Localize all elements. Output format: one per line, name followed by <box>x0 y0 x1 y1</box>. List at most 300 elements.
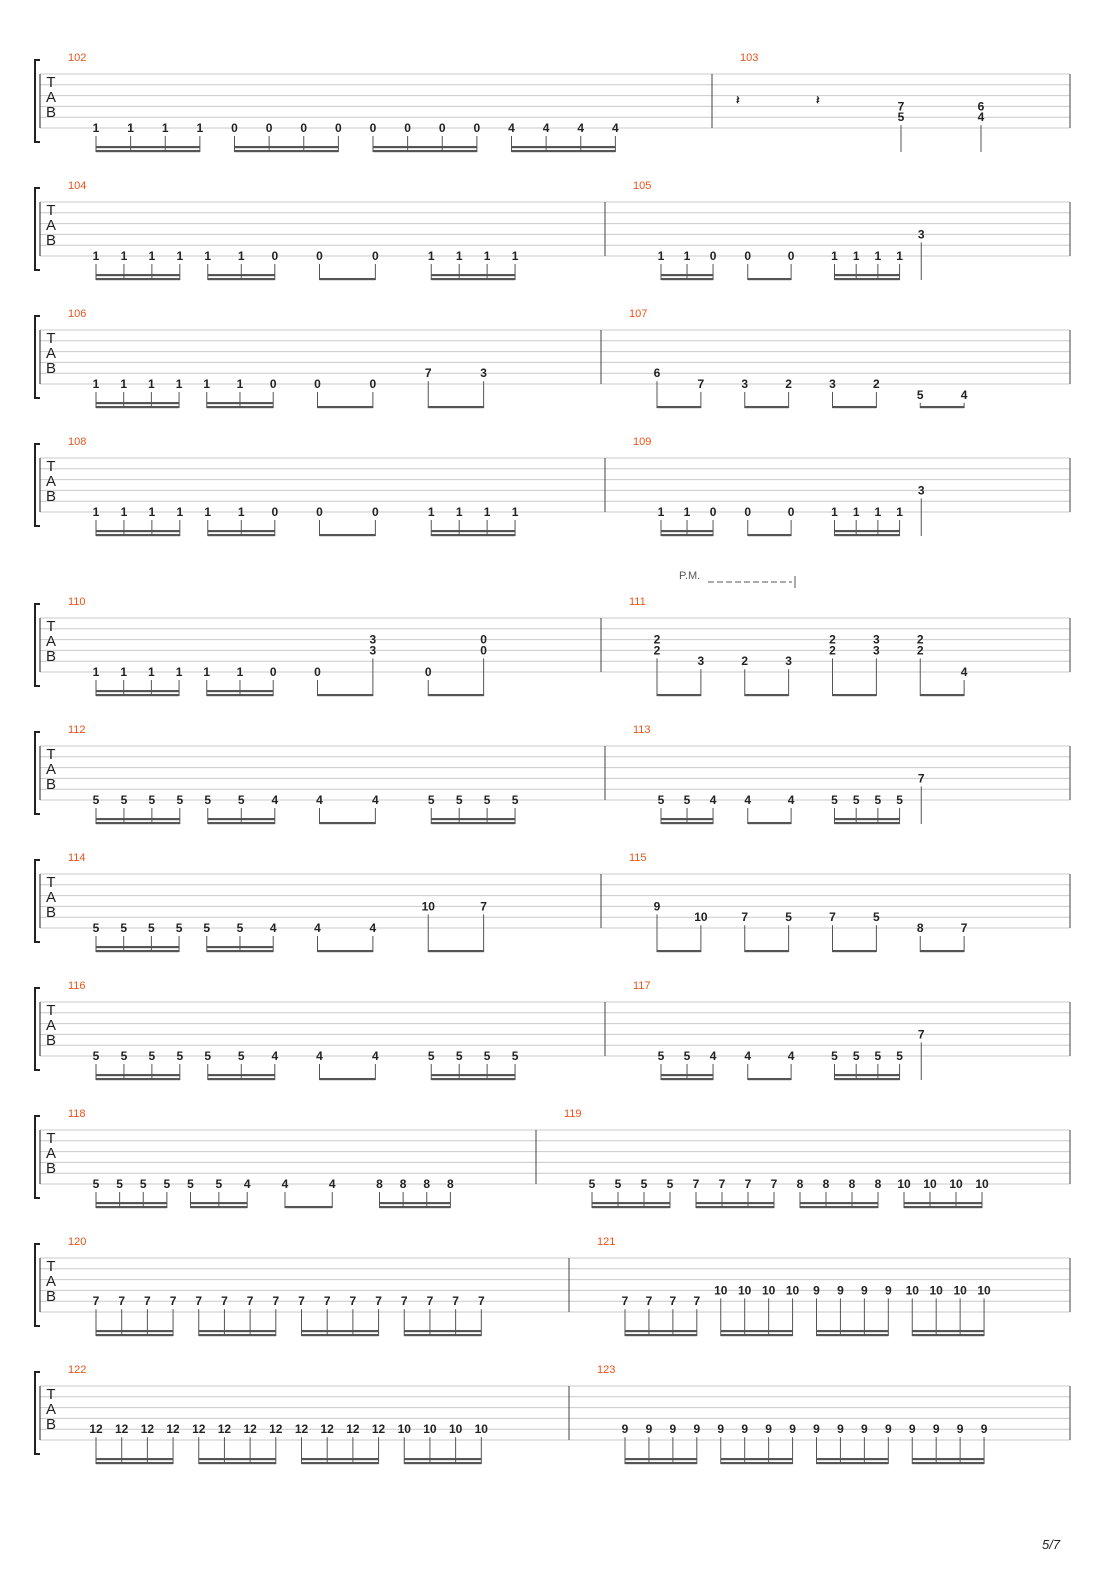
fret-number: 5 <box>92 1049 100 1063</box>
beam <box>207 946 273 948</box>
fret-number: 7 <box>246 1294 254 1309</box>
beam <box>380 1202 451 1204</box>
beam <box>373 150 477 152</box>
beam <box>208 530 275 532</box>
tab-system <box>35 724 1070 824</box>
beam <box>96 822 180 824</box>
fret-number: 7 <box>169 1294 177 1309</box>
fret-number: 10 <box>953 1283 967 1298</box>
fret-number: 9 <box>980 1422 988 1437</box>
fret-number: 0 <box>372 249 379 263</box>
fret-number: 10 <box>421 899 435 914</box>
tab-clef-letter: T <box>46 874 56 891</box>
beam <box>512 150 616 152</box>
fret-number: 5 <box>896 1049 903 1063</box>
fret-number: 10 <box>897 1177 911 1191</box>
beam <box>373 146 477 148</box>
beam <box>96 534 180 536</box>
fret-number: 4 <box>709 1049 717 1063</box>
beam <box>721 1462 793 1464</box>
fret-number: 5 <box>483 1049 491 1063</box>
fret-number: 0 <box>269 377 277 391</box>
fret-number: 0 <box>269 665 277 679</box>
beam <box>625 1462 697 1464</box>
fret-number: 1 <box>237 505 245 519</box>
beam <box>835 278 900 280</box>
fret-number: 7 <box>718 1177 726 1191</box>
tab-clef-letter: T <box>46 618 56 635</box>
fret-number: 1 <box>148 505 156 519</box>
beam <box>835 534 900 536</box>
fret-number: 1 <box>203 665 211 679</box>
fret-number: 4 <box>316 793 323 807</box>
beam <box>302 1462 379 1464</box>
fret-number: 0 <box>300 121 308 135</box>
beam <box>431 274 515 276</box>
measure-number: 115 <box>629 852 647 864</box>
fret-number: 2 <box>829 643 836 658</box>
fret-number: 7 <box>480 899 487 914</box>
fret-number: 7 <box>477 1294 485 1309</box>
tab-system <box>35 980 1070 1080</box>
fret-number: 5 <box>215 1177 223 1191</box>
fret-number: 8 <box>423 1177 431 1191</box>
beam <box>661 530 713 532</box>
beam <box>96 818 180 820</box>
beam <box>96 1206 167 1208</box>
fret-number: 7 <box>770 1177 778 1191</box>
fret-number: 2 <box>829 632 836 647</box>
fret-number: 10 <box>949 1177 963 1191</box>
tab-clef-letter: B <box>45 104 57 121</box>
fret-number: 1 <box>204 249 212 263</box>
fret-number: 7 <box>272 1294 280 1309</box>
beam <box>817 1334 889 1336</box>
tab-clef-letter: A <box>45 217 57 234</box>
beam <box>833 950 877 952</box>
measure-number: 118 <box>68 1108 86 1120</box>
tab-clef-letter: T <box>46 458 56 475</box>
measure-number: 109 <box>633 436 652 448</box>
fret-number: 5 <box>116 1177 123 1191</box>
beam <box>318 694 373 696</box>
beam <box>318 406 373 408</box>
fret-number: 10 <box>714 1283 728 1298</box>
fret-number: 1 <box>127 121 134 135</box>
fret-number: 10 <box>761 1283 776 1298</box>
fret-number: 7 <box>669 1294 677 1309</box>
fret-number: 0 <box>369 377 377 391</box>
fret-number: 0 <box>369 121 377 135</box>
tab-clef-letter: A <box>45 1145 57 1162</box>
fret-number: 12 <box>371 1422 386 1437</box>
tab-clef-letter: B <box>45 1288 57 1305</box>
measure-number: 117 <box>633 980 651 992</box>
beam <box>800 1202 878 1204</box>
fret-number: 5 <box>236 921 244 935</box>
fret-number: 5 <box>666 1177 674 1191</box>
beam <box>320 1078 376 1080</box>
fret-number: 1 <box>120 377 128 391</box>
fret-number: 4 <box>372 793 379 807</box>
system-bracket <box>35 444 40 526</box>
system-bracket <box>35 316 40 398</box>
beam <box>96 278 180 280</box>
fret-number: 9 <box>669 1422 677 1437</box>
fret-number: 4 <box>960 387 968 402</box>
fret-number: 0 <box>314 377 321 391</box>
beam <box>835 274 900 276</box>
fret-number: 1 <box>92 665 100 679</box>
fret-number: 7 <box>917 1027 925 1042</box>
beam <box>207 402 273 404</box>
beam <box>96 146 200 148</box>
fret-number: 9 <box>884 1422 892 1437</box>
fret-number: 1 <box>657 505 665 519</box>
fret-number: 9 <box>717 1422 725 1437</box>
beam <box>404 1330 481 1332</box>
fret-number: 12 <box>217 1422 232 1437</box>
fret-number: 7 <box>92 1294 100 1309</box>
fret-number: 5 <box>92 1177 100 1191</box>
fret-number: 0 <box>424 665 432 679</box>
fret-number: 5 <box>831 1049 838 1063</box>
beam <box>817 1330 889 1332</box>
fret-number: 4 <box>508 121 515 135</box>
beam <box>904 1206 982 1208</box>
fret-number: 7 <box>960 921 968 935</box>
fret-number: 10 <box>975 1177 989 1191</box>
fret-number: 0 <box>473 121 481 135</box>
fret-number: 4 <box>271 793 279 807</box>
fret-number: 5 <box>455 1049 463 1063</box>
beam <box>835 1078 900 1080</box>
fret-number: 1 <box>831 249 838 263</box>
system-bracket <box>35 188 40 270</box>
fret-number: 1 <box>161 121 169 135</box>
fret-number: 0 <box>271 505 279 519</box>
fret-number: 1 <box>175 377 183 391</box>
fret-number: 1 <box>92 121 100 135</box>
beam <box>96 1078 180 1080</box>
fret-number: 5 <box>683 1049 691 1063</box>
tab-system <box>35 852 1070 952</box>
fret-number: 9 <box>884 1283 892 1298</box>
fret-number: 7 <box>349 1294 357 1309</box>
fret-number: 7 <box>829 910 836 925</box>
beam <box>835 822 900 824</box>
beam <box>404 1334 481 1336</box>
fret-number: 0 <box>480 632 487 647</box>
fret-number: 1 <box>483 249 491 263</box>
fret-number: 8 <box>447 1177 454 1191</box>
beam <box>912 1462 984 1464</box>
beam <box>661 274 713 276</box>
beam <box>96 1334 173 1336</box>
beam <box>199 1334 276 1336</box>
fret-number: 0 <box>265 121 273 135</box>
beam <box>207 694 273 696</box>
beam <box>208 1074 275 1076</box>
beam <box>199 1330 276 1332</box>
fret-number: 5 <box>455 793 463 807</box>
beam <box>320 278 376 280</box>
fret-number: 1 <box>196 121 204 135</box>
fret-number: 5 <box>120 793 128 807</box>
fret-number: 1 <box>236 665 244 679</box>
fret-number: 5 <box>204 793 212 807</box>
beam <box>721 1334 793 1336</box>
fret-number: 1 <box>120 249 128 263</box>
beam <box>745 694 789 696</box>
beam <box>199 1458 276 1460</box>
fret-number: 1 <box>236 377 244 391</box>
beam <box>96 946 179 948</box>
beam <box>428 694 483 696</box>
fret-number: 5 <box>896 793 903 807</box>
beam <box>920 694 964 696</box>
beam <box>96 1202 167 1204</box>
fret-number: 5 <box>874 1049 882 1063</box>
beam <box>302 1458 379 1460</box>
fret-number: 5 <box>175 921 183 935</box>
fret-number: 8 <box>399 1177 407 1191</box>
fret-number: 4 <box>787 793 795 807</box>
fret-number: 12 <box>269 1422 283 1437</box>
fret-number: 9 <box>645 1422 653 1437</box>
fret-number: 3 <box>785 654 792 669</box>
beam <box>657 406 701 408</box>
fret-number: 9 <box>861 1283 868 1298</box>
fret-number: 5 <box>176 793 184 807</box>
fret-number: 5 <box>511 1049 519 1063</box>
beam <box>835 818 900 820</box>
fret-number: 4 <box>612 121 619 135</box>
fret-number: 9 <box>956 1422 964 1437</box>
tab-clef-letter: B <box>45 1416 57 1433</box>
beam <box>191 1206 248 1208</box>
fret-number: 5 <box>139 1177 147 1191</box>
fret-number: 5 <box>831 793 838 807</box>
fret-number: 7 <box>897 99 905 114</box>
beam <box>696 1206 774 1208</box>
fret-number: 1 <box>148 377 155 391</box>
tab-clef-letter: A <box>45 633 57 650</box>
tab-clef-letter: B <box>45 776 57 793</box>
fret-number: 1 <box>852 249 860 263</box>
fret-number: 5 <box>92 921 100 935</box>
fret-number: 1 <box>874 505 882 519</box>
beam <box>96 530 180 532</box>
fret-number: 2 <box>916 643 924 658</box>
beam <box>817 1458 889 1460</box>
beam <box>208 274 275 276</box>
fret-number: 7 <box>375 1294 382 1309</box>
fret-number: 5 <box>237 793 245 807</box>
fret-number: 0 <box>316 505 323 519</box>
measure-number: 105 <box>633 180 652 192</box>
tab-clef-letter: T <box>46 746 56 763</box>
system-bracket <box>35 988 40 1070</box>
system-bracket <box>35 1244 40 1326</box>
fret-number: 5 <box>852 793 860 807</box>
beam <box>721 1458 793 1460</box>
tab-clef-letter: B <box>45 1160 57 1177</box>
system-bracket <box>35 604 40 686</box>
beam <box>431 534 515 536</box>
beam <box>904 1202 982 1204</box>
fret-number: 7 <box>323 1294 331 1309</box>
fret-number: 4 <box>372 1049 379 1063</box>
palm-mute-label: P.M. <box>679 570 701 582</box>
measure-number: 116 <box>68 980 86 992</box>
fret-number: 1 <box>92 377 100 391</box>
fret-number: 5 <box>588 1177 596 1191</box>
tab-system <box>35 1236 1070 1336</box>
fret-number: 3 <box>369 643 377 658</box>
fret-number: 5 <box>874 793 882 807</box>
fret-number: 10 <box>448 1422 463 1437</box>
beam <box>96 1458 173 1460</box>
fret-number: 7 <box>645 1294 653 1309</box>
tab-clef-letter: A <box>45 889 57 906</box>
fret-number: 9 <box>908 1422 916 1437</box>
fret-number: 5 <box>237 1049 245 1063</box>
fret-number: 1 <box>511 249 519 263</box>
fret-number: 4 <box>577 121 585 135</box>
beam <box>748 534 791 536</box>
fret-number: 0 <box>744 249 752 263</box>
measure-number: 102 <box>68 52 87 64</box>
fret-number: 10 <box>397 1422 411 1437</box>
beam <box>920 950 964 952</box>
fret-number: 1 <box>92 505 100 519</box>
beam <box>318 950 373 952</box>
fret-number: 10 <box>738 1283 752 1298</box>
beam <box>235 146 339 148</box>
tab-clef-letter: A <box>45 1401 57 1418</box>
fret-number: 5 <box>120 921 128 935</box>
beam <box>320 822 376 824</box>
tab-clef-letter: B <box>45 488 57 505</box>
fret-number: 7 <box>221 1294 228 1309</box>
measure-number: 104 <box>68 180 87 192</box>
fret-number: 5 <box>427 793 435 807</box>
fret-number: 10 <box>923 1177 937 1191</box>
fret-number: 7 <box>697 377 705 391</box>
fret-number: 1 <box>237 249 245 263</box>
fret-number: 1 <box>176 505 184 519</box>
fret-number: 2 <box>873 377 880 391</box>
fret-number: 0 <box>438 121 446 135</box>
fret-number: 12 <box>140 1422 155 1437</box>
fret-number: 7 <box>144 1294 151 1309</box>
beam <box>96 1074 180 1076</box>
beam <box>835 1074 900 1076</box>
fret-number: 1 <box>896 249 903 263</box>
tab-clef-letter: T <box>46 74 56 91</box>
fret-number: 0 <box>404 121 411 135</box>
beam <box>96 1462 173 1464</box>
fret-number: 9 <box>813 1283 820 1298</box>
system-bracket <box>35 732 40 814</box>
fret-number: 9 <box>653 899 661 914</box>
beam <box>721 1330 793 1332</box>
fret-number: 4 <box>960 665 968 679</box>
fret-number: 9 <box>861 1422 868 1437</box>
fret-number: 2 <box>741 654 749 669</box>
fret-number: 4 <box>328 1177 336 1191</box>
beam <box>302 1330 379 1332</box>
fret-number: 4 <box>542 121 550 135</box>
fret-number: 3 <box>369 632 377 647</box>
fret-number: 0 <box>787 249 795 263</box>
beam <box>657 694 701 696</box>
fret-number: 12 <box>320 1422 334 1437</box>
fret-number: 8 <box>796 1177 804 1191</box>
fret-number: 5 <box>187 1177 194 1191</box>
beam <box>833 694 877 696</box>
fret-number: 10 <box>474 1422 488 1437</box>
fret-number: 5 <box>873 910 880 925</box>
beam <box>817 1462 889 1464</box>
fret-number: 7 <box>400 1294 408 1309</box>
fret-number: 1 <box>427 249 435 263</box>
fret-number: 7 <box>195 1294 203 1309</box>
fret-number: 1 <box>148 249 156 263</box>
fret-number: 9 <box>621 1422 629 1437</box>
fret-number: 4 <box>744 1049 752 1063</box>
tab-system <box>35 308 1070 408</box>
fret-number: 1 <box>683 249 691 263</box>
beam <box>96 690 179 692</box>
fret-number: 0 <box>480 643 487 658</box>
beam <box>208 1078 275 1080</box>
fret-number: 7 <box>118 1294 126 1309</box>
fret-number: 12 <box>89 1422 103 1437</box>
fret-number: 8 <box>376 1177 383 1191</box>
fret-number: 9 <box>741 1422 749 1437</box>
measure-number: 121 <box>597 1236 616 1248</box>
tab-clef-letter: T <box>46 202 56 219</box>
beam <box>320 534 376 536</box>
fret-number: 7 <box>621 1294 629 1309</box>
tab-system <box>35 180 1070 280</box>
fret-number: 1 <box>483 505 491 519</box>
beam <box>285 1206 332 1208</box>
beam <box>207 690 273 692</box>
tab-clef-letter: T <box>46 1002 56 1019</box>
beam <box>199 1462 276 1464</box>
fret-number: 5 <box>148 1049 156 1063</box>
fret-number: 7 <box>298 1294 305 1309</box>
beam <box>912 1458 984 1460</box>
beam <box>207 950 273 952</box>
beam <box>661 534 713 536</box>
fret-number: 1 <box>852 505 860 519</box>
fret-number: 7 <box>452 1294 459 1309</box>
fret-number: 5 <box>511 793 519 807</box>
fret-number: 5 <box>683 793 691 807</box>
fret-number: 7 <box>744 1177 752 1191</box>
fret-number: 3 <box>873 643 880 658</box>
beam <box>661 822 713 824</box>
fret-number: 0 <box>314 665 321 679</box>
measure-number: 120 <box>68 1236 87 1248</box>
measure-number: 108 <box>68 436 87 448</box>
measure-number: 103 <box>740 52 759 64</box>
fret-number: 6 <box>977 99 985 114</box>
